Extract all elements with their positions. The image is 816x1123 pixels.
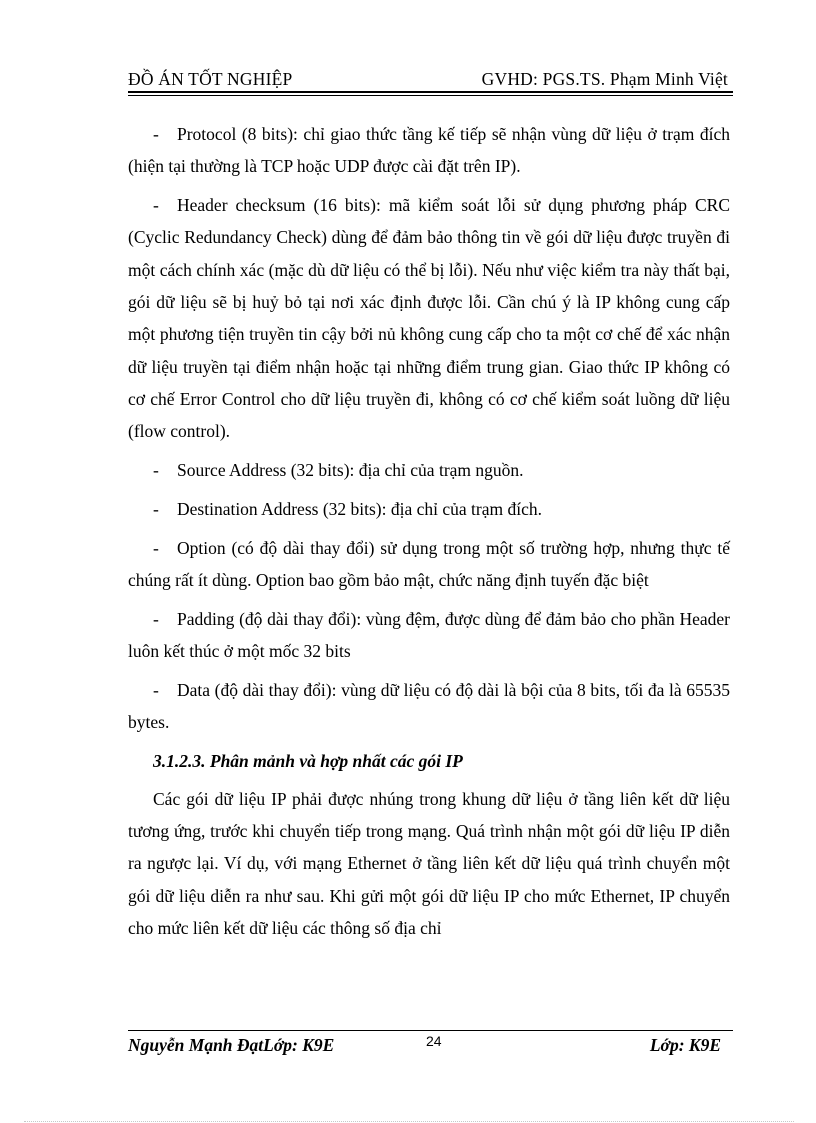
section-heading: 3.1.2.3. Phân mảnh và hợp nhất các gói IP [153, 750, 463, 771]
field-data-paragraph [128, 674, 730, 739]
page-number: 24 [426, 1033, 442, 1049]
field-header-checksum-paragraph [128, 189, 730, 447]
footer-author: Nguyễn Mạnh ĐạtLớp: K9E [128, 1035, 335, 1055]
page-header [128, 66, 732, 92]
field-protocol-paragraph [128, 118, 730, 183]
paragraph-text: Padding (độ dài thay đổi): vùng đệm, được dùng để đảm bảo cho phần Header luôn kết thúc ở một mốc 32 bits [128, 608, 730, 661]
page-edge-divider [24, 1121, 794, 1122]
bullet-dash: - [153, 498, 159, 519]
body-content [128, 118, 730, 951]
field-destination-address-paragraph [128, 493, 730, 525]
bullet-dash: - [153, 459, 159, 480]
bullet-dash: - [153, 679, 159, 700]
footer-class: Lớp: K9E [649, 1035, 721, 1055]
paragraph-text: Option (có độ dài thay đổi) sử dụng trong một số trường hợp, nhưng thực tế chúng rất ít dùng. Option bao gồm bảo mật, chức năng định tuyến đặc biệt [128, 537, 730, 590]
paragraph-text: Destination Address (32 bits): địa chỉ của trạm đích. [177, 498, 542, 519]
paragraph-text: Data (độ dài thay đổi): vùng dữ liệu có độ dài là bội của 8 bits, tối đa là 65535 bytes. [128, 679, 730, 733]
paragraph-text: Source Address (32 bits): địa chỉ của trạm nguồn. [177, 459, 524, 480]
header-supervisor: GVHD: PGS.TS. Phạm Minh Việt [481, 69, 728, 89]
header-rule-thin [128, 95, 733, 96]
header-thesis-title: ĐỒ ÁN TỐT NGHIỆP [128, 69, 293, 89]
bullet-dash: - [153, 537, 159, 558]
closing-paragraph: Các gói dữ liệu IP phải được nhúng trong khung dữ liệu ở tầng liên kết dữ liệu tương ứng, trước khi chuyển tiếp trong mạng. Quá trình nhận một gói dữ liệu IP diễn ra ngược lại. Ví dụ, với mạng Ethernet ở tầng liên kết dữ liệu quá trình chuyển một gói dữ liệu diễn ra như sau. Khi gửi một gói dữ liệu IP cho mức Ethernet, IP chuyển cho mức liên kết dữ liệu các thông số địa chỉ [128, 788, 730, 939]
paragraph-text: Protocol (8 bits): chỉ giao thức tầng kế tiếp sẽ nhận vùng dữ liệu ở trạm đích (hiện tại thường là TCP hoặc UDP được cài đặt trên IP). [128, 124, 730, 177]
header-rule-thick [128, 91, 733, 93]
field-option-paragraph [128, 532, 730, 597]
bullet-dash: - [153, 195, 159, 216]
field-source-address-paragraph [128, 454, 730, 486]
paragraph-text: Header checksum (16 bits): mã kiểm soát lỗi sử dụng phương pháp CRC (Cyclic Redundancy Check) dùng để đảm bảo thông tin về gói dữ liệu được truyền đi một cách chính xác (mặc dù dữ liệu có thể bị lỗi). Nếu như việc kiểm tra này thất bại, gói dữ liệu sẽ bị huỷ bỏ tại nơi xác định được lỗi. Cần chú ý là IP không cung cấp một phương tiện truyền tin cậy bởi nủ không cung cấp cho ta một cơ chế để xác nhận dữ liệu truyền tại điểm nhận hoặc tại những điểm trung gian. Giao thức IP không có cơ chế Error Control cho dữ liệu truyền đi, không có cơ chế kiểm soát luồng dữ liệu (flow control). [128, 195, 730, 442]
footer-rule [128, 1030, 733, 1031]
bullet-dash: - [153, 608, 159, 629]
bullet-dash: - [153, 124, 159, 144]
field-padding-paragraph [128, 603, 730, 668]
